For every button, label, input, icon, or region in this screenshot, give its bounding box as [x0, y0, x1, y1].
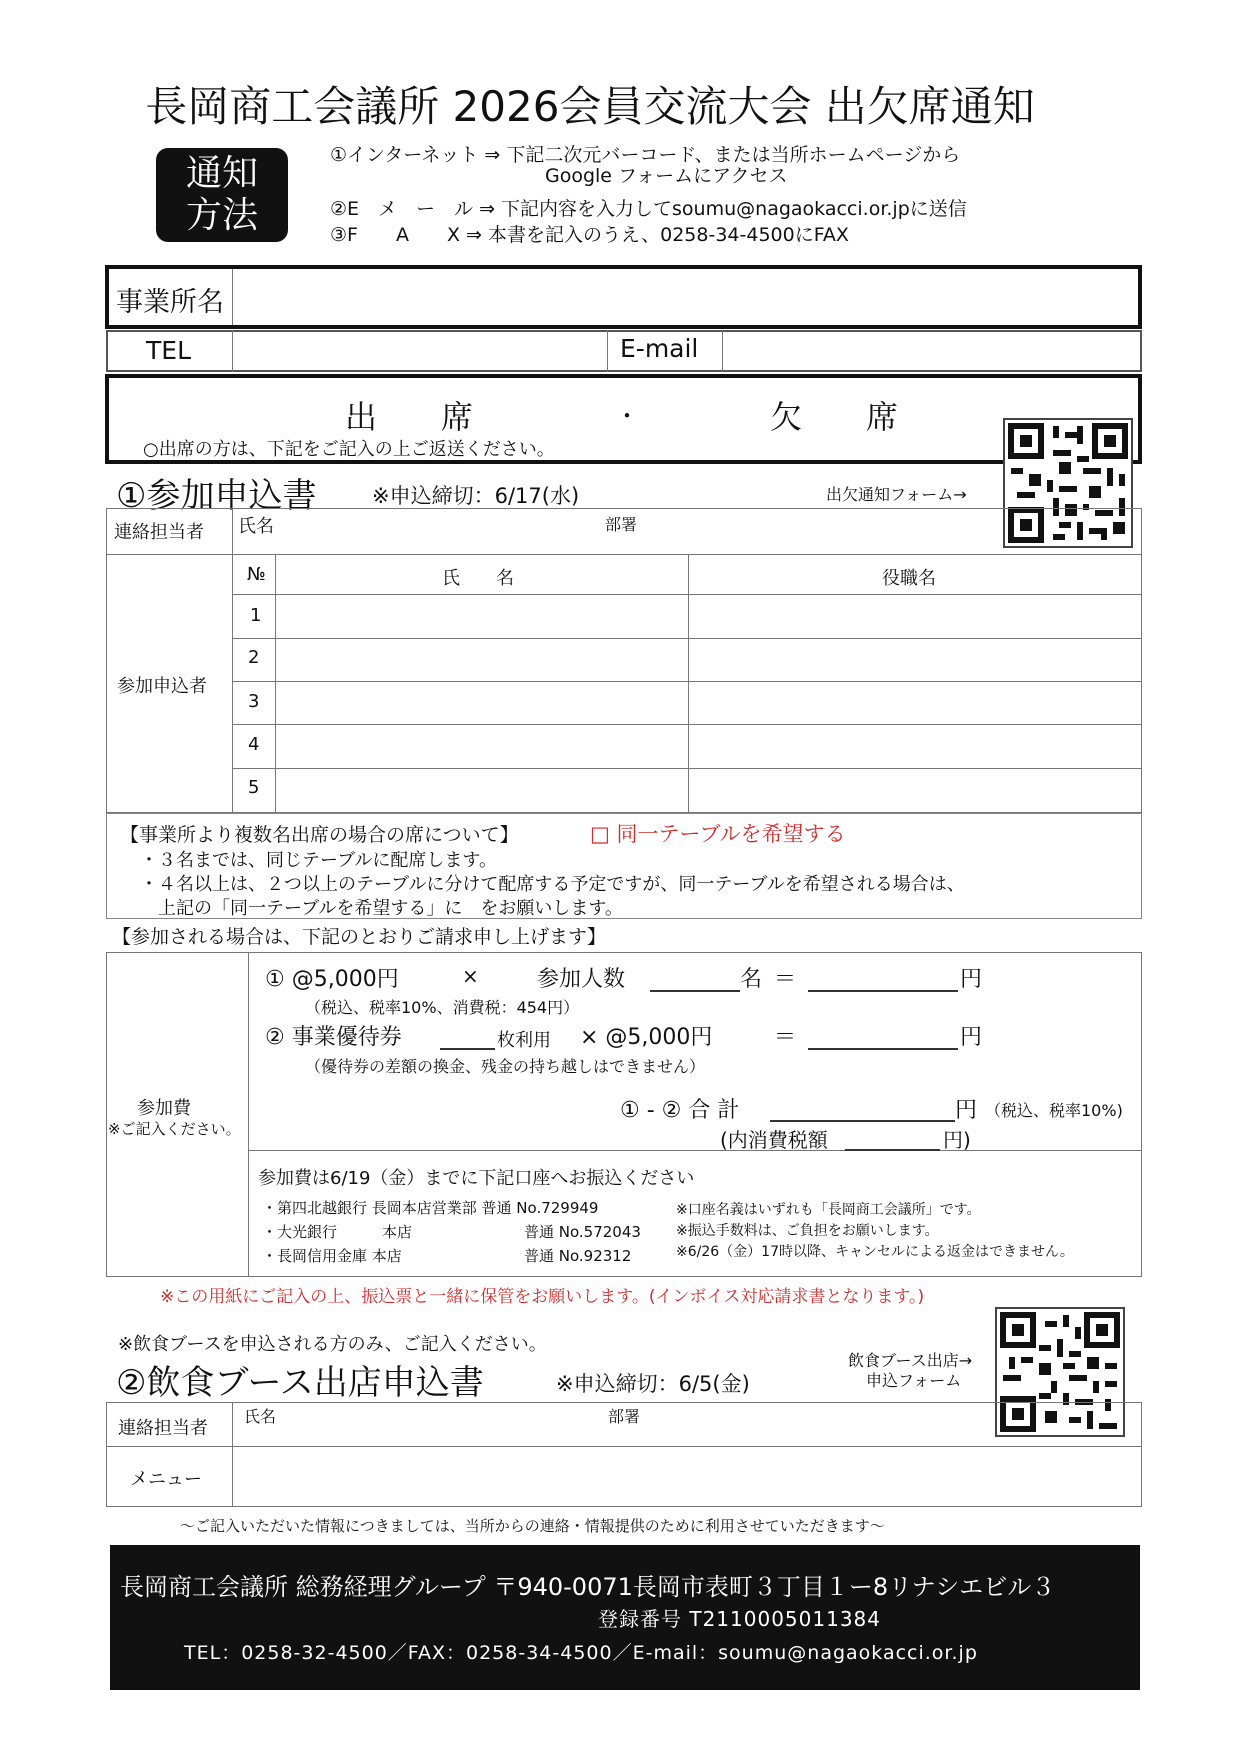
- section2-heading: ②飲食ブース出店申込書: [116, 1363, 484, 1403]
- office-name-label: 事業所名: [116, 287, 224, 318]
- fee-note: ※ご記入ください。: [108, 1120, 241, 1138]
- email-field[interactable]: [726, 333, 1138, 369]
- inner-tax-yen: 円): [943, 1128, 971, 1152]
- tel-label: TEL: [146, 336, 191, 365]
- section2-pre-note: ※飲食ブースを申込される方のみ、ご記入ください。: [118, 1334, 547, 1355]
- invoice-note: ※この用紙にご記入の上、振込票と一緒に保管をお願いします。(インボイス対応請求書となります。): [160, 1287, 925, 1307]
- bank-3-account: 普通 No.92312: [524, 1247, 632, 1265]
- row-no-1: 1: [250, 605, 262, 626]
- method-internet: ①インターネット ⇒ 下記二次元バーコード、または当所ホームページから: [330, 144, 961, 166]
- line1-amount-field[interactable]: [808, 966, 958, 992]
- method-fax: ③F A X ⇒ 本書を記入のうえ、0258-34-4500にFAX: [330, 224, 849, 246]
- section1-heading: ①参加申込書: [116, 476, 317, 516]
- col-no: №: [247, 564, 266, 585]
- participant-name-field-1[interactable]: [278, 596, 686, 636]
- line1-unit: 名: [740, 967, 763, 992]
- line1-count-label: 参加人数: [537, 967, 626, 992]
- method-internet-2: Google フォームにアクセス: [545, 165, 788, 187]
- booth-dept-field[interactable]: [650, 1404, 1130, 1444]
- page-title: 長岡商工会議所 2026会員交流大会 出欠席通知: [145, 82, 1035, 131]
- attendance-note: ○出席の方は、下記をご記入の上ご返送ください。: [143, 439, 555, 460]
- contact-label: 連絡担当者: [114, 522, 204, 543]
- badge-line-2: 方法: [185, 195, 258, 236]
- total-tax: （税込、税率10%): [985, 1101, 1123, 1120]
- section2-form-label-2: 申込フォーム: [866, 1371, 962, 1390]
- inner-tax-field[interactable]: [845, 1127, 940, 1151]
- booth-name-label: 氏名: [244, 1407, 277, 1426]
- row-no-5: 5: [248, 777, 260, 798]
- footer-contact: TEL：0258-32-4500／FAX：0258-34-4500／E-mail：soumu@nagaokacci.or.jp: [184, 1642, 978, 1664]
- privacy-note: ～ご記入いただいた情報につきましては、当所からの連絡・情報提供のために利用させていただきます～: [180, 1517, 885, 1535]
- row-no-4: 4: [248, 734, 260, 755]
- bank-note-1: ※口座名義はいずれも「長岡商工会議所」です。: [676, 1202, 981, 1218]
- voucher-count-field[interactable]: [440, 1026, 495, 1050]
- line1-price: ① @5,000円: [265, 967, 399, 992]
- booth-name-field[interactable]: [275, 1404, 595, 1444]
- line1-eq: ＝: [774, 967, 797, 992]
- line2-label: ② 事業優待券: [265, 1025, 402, 1050]
- line2-amount-field[interactable]: [808, 1024, 958, 1050]
- participant-title-field-1[interactable]: [691, 596, 1139, 636]
- row-no-3: 3: [248, 691, 260, 712]
- seating-note-3: 上記の「同一テーブルを希望する」に をお願いします。: [158, 898, 623, 919]
- total-amount-field[interactable]: [770, 1096, 955, 1122]
- attendance-dot: ・: [615, 402, 639, 430]
- absent-option[interactable]: 欠 席: [770, 398, 899, 436]
- billing-heading: 【参加される場合は、下記のとおりご請求申し上げます】: [112, 926, 607, 948]
- fee-label: 参加費: [137, 1098, 191, 1119]
- col-title: 役職名: [882, 568, 936, 589]
- menu-field[interactable]: [236, 1450, 1138, 1504]
- transfer-heading: 参加費は6/19（金）までに下記口座へお振込ください: [258, 1168, 695, 1189]
- section1-form-label: 出欠通知フォーム→: [826, 485, 967, 504]
- badge-line-1: 通知: [185, 153, 258, 194]
- bank-2-name: ・大光銀行 本店: [262, 1223, 413, 1241]
- bank-note-2: ※振込手数料は、ご負担をお願いします。: [676, 1223, 939, 1239]
- menu-label: メニュー: [130, 1469, 202, 1490]
- participants-label: 参加申込者: [117, 676, 207, 697]
- present-option[interactable]: 出 席: [345, 398, 474, 436]
- line2-price: × @5,000円: [580, 1025, 713, 1050]
- seating-heading: 【事業所より複数名出席の場合の席について】: [120, 824, 519, 846]
- line1-x: ×: [462, 964, 479, 988]
- tel-field[interactable]: [236, 333, 604, 369]
- bank-3-name: ・長岡信用金庫 本店: [262, 1247, 402, 1265]
- booth-dept-label: 部署: [608, 1407, 641, 1426]
- participant-count-field[interactable]: [650, 966, 740, 992]
- line1-tax: （税込、税率10%、消費税：454円）: [305, 998, 580, 1017]
- seating-note-2: ・４名以上は、２つ以上のテーブルに分けて配席する予定ですが、同一テーブルを希望される場合は、: [140, 874, 965, 895]
- same-table-checkbox[interactable]: □ 同一テーブルを希望する: [590, 822, 846, 846]
- seating-note-1: ・３名までは、同じテーブルに配席します。: [140, 850, 497, 871]
- line2-use: 枚利用: [497, 1030, 551, 1051]
- footer-registration: 登録番号 T2110005011384: [598, 1607, 881, 1631]
- office-name-field[interactable]: [236, 270, 1136, 324]
- inner-tax-label: (内消費税額: [720, 1128, 828, 1152]
- line2-note: （優待券の差額の換金、残金の持ち越しはできません）: [305, 1057, 706, 1076]
- contact-dept-label: 部署: [605, 515, 638, 534]
- line1-yen: 円: [960, 967, 983, 992]
- col-name: 氏 名: [442, 568, 514, 589]
- method-email: ②E メ ー ル ⇒ 下記内容を入力してsoumu@nagaokacci.or.jpに送信: [330, 198, 967, 220]
- bank-2-account: 普通 No.572043: [524, 1223, 641, 1241]
- email-label: E-mail: [620, 334, 699, 363]
- method-badge: [156, 148, 288, 242]
- footer: [110, 1545, 1140, 1690]
- section2-form-label-1: 飲食ブース出店→: [848, 1351, 973, 1370]
- section1-deadline: ※申込締切：6/17(水): [372, 484, 580, 508]
- contact-dept-field[interactable]: [645, 512, 995, 550]
- line2-eq: ＝: [774, 1025, 797, 1050]
- total-label: ① - ② 合 計: [620, 1098, 740, 1123]
- contact-name-field[interactable]: [262, 512, 592, 550]
- section2-deadline: ※申込締切：6/5(金): [556, 1372, 750, 1396]
- total-yen: 円: [955, 1098, 978, 1123]
- bank-1: ・第四北越銀行 長岡本店営業部 普通 No.729949: [262, 1199, 599, 1217]
- footer-address: 長岡商工会議所 総務経理グループ 〒940-0071長岡市表町３丁目１ー8リナシエビル３: [120, 1573, 1056, 1601]
- row-no-2: 2: [248, 647, 260, 668]
- bank-note-3: ※6/26（金）17時以降、キャンセルによる返金はできません。: [676, 1244, 1074, 1260]
- booth-contact-label: 連絡担当者: [118, 1418, 208, 1439]
- contact-name-label: 氏名: [238, 516, 274, 537]
- line2-yen: 円: [960, 1025, 983, 1050]
